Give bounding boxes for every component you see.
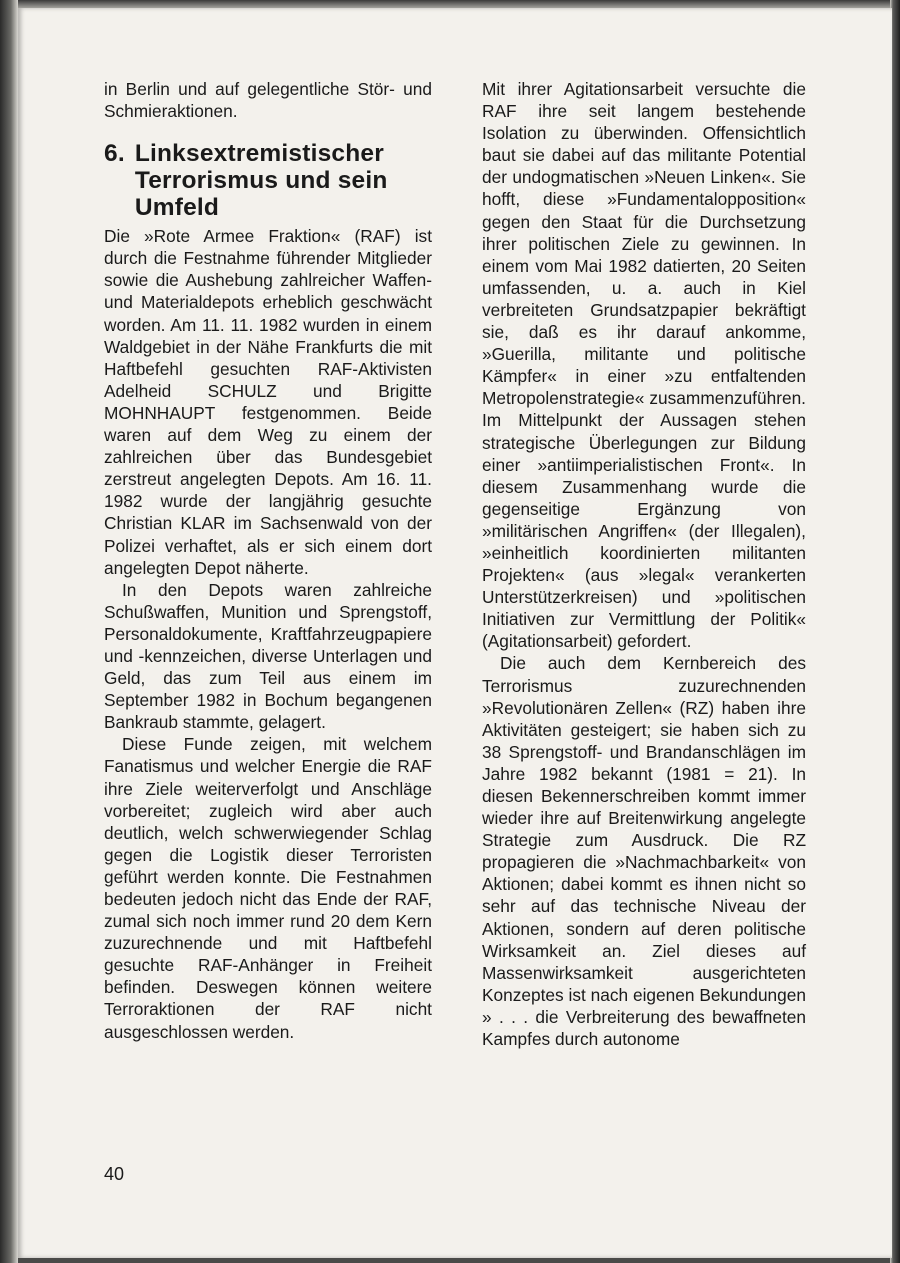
section-heading [104,140,432,221]
left-column [104,78,432,1043]
paragraph: Die auch dem Kernbereich des Terrorismus zuzurechnenden »Revolutionären Zellen« (RZ) haben ihre Aktivitäten gesteigert; sie haben sich zu 38 Sprengstoff- und Brandanschlägen im Jahre 1982 bekannt (1981 = 21). In diesen Bekennerschreiben kommt immer wieder ihre auf Breitenwirkung angelegte Strategie zum Ausdruck. Die RZ propagieren die »Nachmachbarkeit« von Aktionen; dabei kommt es ihnen nicht so sehr auf das technische Niveau der Aktionen, sondern auf deren politische Wirksamkeit an. Ziel dieses auf Massenwirksamkeit ausgerichteten Konzeptes ist nach eigenen Bekundungen » . . . die Verbreiterung des bewaffneten Kampfes durch autonome [482,653,806,1050]
book-binding-edge [0,0,18,1263]
paragraph: Mit ihrer Agitationsarbeit versuchte die RAF ihre seit langem bestehende Isolation zu überwinden. Offensichtlich baut sie dabei auf das militante Potential der undogmatischen »Neuen Linken«. Sie hofft, diese »Fundamentalopposition« gegen den Staat für die Durchsetzung ihrer politischen Ziele zu gewinnen. In einem vom Mai 1982 datierten, 20 Seiten umfassenden, u. a. auch in Kiel verbreiteten Grundsatzpapier bekräftigt sie, daß es ihr darauf ankomme, »Guerilla, militante und politische Kämpfer« in einer »zu entfaltenden Metropolenstrategie« zusammenzuführen. Im Mittelpunkt der Aussagen stehen strategische Überlegungen zur Bildung einer »antiimperialistischen Front«. In diesem Zusammenhang wurde die gegenseitige Ergänzung von »militärischen Angriffen« (der Illegalen), »einheitlich koordinierten militanten Projekten« (aus »legal« verankerten Unterstützerkreisen) und »politischen Initiativen zur Vermittlung der Politik« (Agitationsarbeit) gefordert. [482,79,806,652]
paragraph: Die »Rote Armee Fraktion« (RAF) ist durch die Festnahme führender Mitglieder sowie die Aushebung zahlreicher Waffen- und Materialdepots erheblich geschwächt worden. Am 11. 11. 1982 wurden in einem Waldgebiet in der Nähe Frankfurts die mit Haftbefehl gesuchten RAF-Aktivisten Adelheid SCHULZ und Brigitte MOHNHAUPT festgenommen. Beide waren auf dem Weg zu einem der zahlreichen über das Bundesgebiet zerstreut angelegten Depots. Am 16. 11. 1982 wurde der langjährig gesuchte Christian KLAR im Sachsenwald von der Polizei verhaftet, als er sich einem dort angelegten Depot näherte. [104,226,432,578]
intro-paragraph: in Berlin und auf gelegentliche Stör- und Schmieraktionen. [104,79,432,122]
section-number: 6. [104,140,125,168]
paragraph: Diese Funde zeigen, mit welchem Fanatismus und welcher Energie die RAF ihre Ziele weiterverfolgt und Anschläge vorbereitet; zugleich wird aber auch deutlich, welch schwerwiegender Schlag gegen die Logistik dieser Terroristen geführt werden konnte. Die Festnahmen bedeuten jedoch nicht das Ende der RAF, zumal sich noch immer rund 20 dem Kern zuzurechnende und mit Haftbefehl gesuchte RAF-Anhänger in Freiheit befinden. Deswegen können weitere Terroraktionen der RAF nicht ausgeschlossen werden. [104,734,432,1042]
paragraph: In den Depots waren zahlreiche Schußwaffen, Munition und Sprengstoff, Personaldokumente, Kraftfahrzeugpapiere und -kennzeichen, diverse Unterlagen und Geld, das zum Teil aus einem im September 1982 in Bochum begangenen Bankraub stammte, gelagert. [104,579,432,733]
right-column [482,78,806,1050]
page-number: 40 [104,1164,125,1184]
section-title: Linksextremistischer Terrorismus und sein Umfeld [134,140,388,222]
